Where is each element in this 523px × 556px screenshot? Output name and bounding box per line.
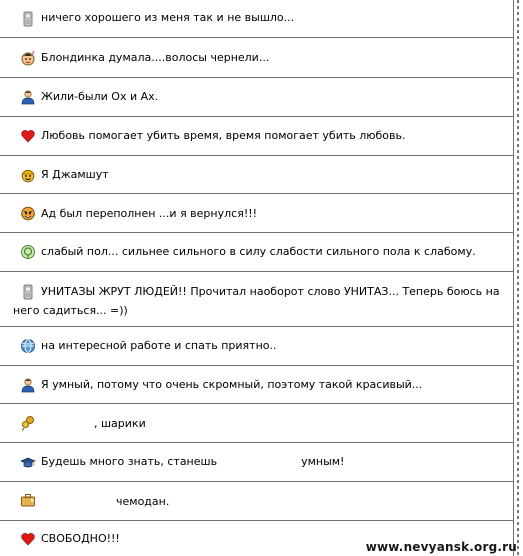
list-item-text: , шарики <box>94 417 146 430</box>
list-item-text: на интересной работе и спать приятно.. <box>41 339 277 352</box>
list-item[interactable] <box>0 327 513 366</box>
phone-icon <box>20 11 36 27</box>
list-item[interactable] <box>0 272 513 327</box>
list-item[interactable] <box>0 194 513 233</box>
list-item[interactable] <box>0 38 513 78</box>
list-item[interactable] <box>0 156 513 194</box>
hardhat-face-icon <box>20 167 36 183</box>
person-icon <box>20 377 36 393</box>
globe-icon <box>20 338 36 354</box>
green-bubble-icon <box>20 244 36 260</box>
list-item-text: СВОБОДНО!!! <box>41 532 120 545</box>
list-item-text: Ад был переполнен ...и я вернулся!!! <box>41 207 258 220</box>
list-item-text: УНИТАЗЫ ЖРУТ ЛЮДЕЙ!! Прочитал наоборот слово УНИТАЗ... Теперь боюсь на него садиться... =)) <box>13 285 500 317</box>
list-item-text: ничего хорошего из меня так и не вышло... <box>41 11 295 24</box>
sleeping-face-icon <box>20 50 36 66</box>
list-item-text: Любовь помогает убить время, время помогает убить любовь. <box>41 129 406 142</box>
list-item[interactable] <box>0 404 513 443</box>
list-item[interactable] <box>0 482 513 521</box>
scroll-edge <box>517 0 519 556</box>
list-item[interactable] <box>0 233 513 272</box>
list-item-text: Блондинка думала....волосы чернели... <box>41 51 270 64</box>
list-item-text: Жили-были Ох и Ах. <box>41 90 159 103</box>
graduation-cap-icon <box>20 455 36 471</box>
list-item-text: Я Джамшут <box>41 168 109 181</box>
balloons-icon <box>20 415 36 431</box>
person-icon <box>20 89 36 105</box>
devil-face-icon <box>20 205 36 221</box>
svg-text:z: z <box>32 50 35 56</box>
list-item-text: Я умный, потому что очень скромный, поэтому такой красивый... <box>41 378 423 391</box>
heart-icon <box>20 128 36 144</box>
list-item[interactable] <box>0 366 513 404</box>
list-item[interactable] <box>0 443 513 482</box>
watermark: www.nevyansk.org.ru <box>365 540 517 554</box>
list-item[interactable] <box>0 0 513 38</box>
list-item-text: чемодан. <box>116 495 170 508</box>
list-item[interactable] <box>0 78 513 117</box>
heart-icon <box>20 531 36 547</box>
list-item[interactable] <box>0 117 513 156</box>
list-item-text: Будешь много знать, станешь умным! <box>41 455 345 468</box>
list-item-text: слабый пол... сильнее сильного в силу слабости сильного пола к слабому. <box>41 245 476 258</box>
suitcase-icon <box>20 492 36 508</box>
